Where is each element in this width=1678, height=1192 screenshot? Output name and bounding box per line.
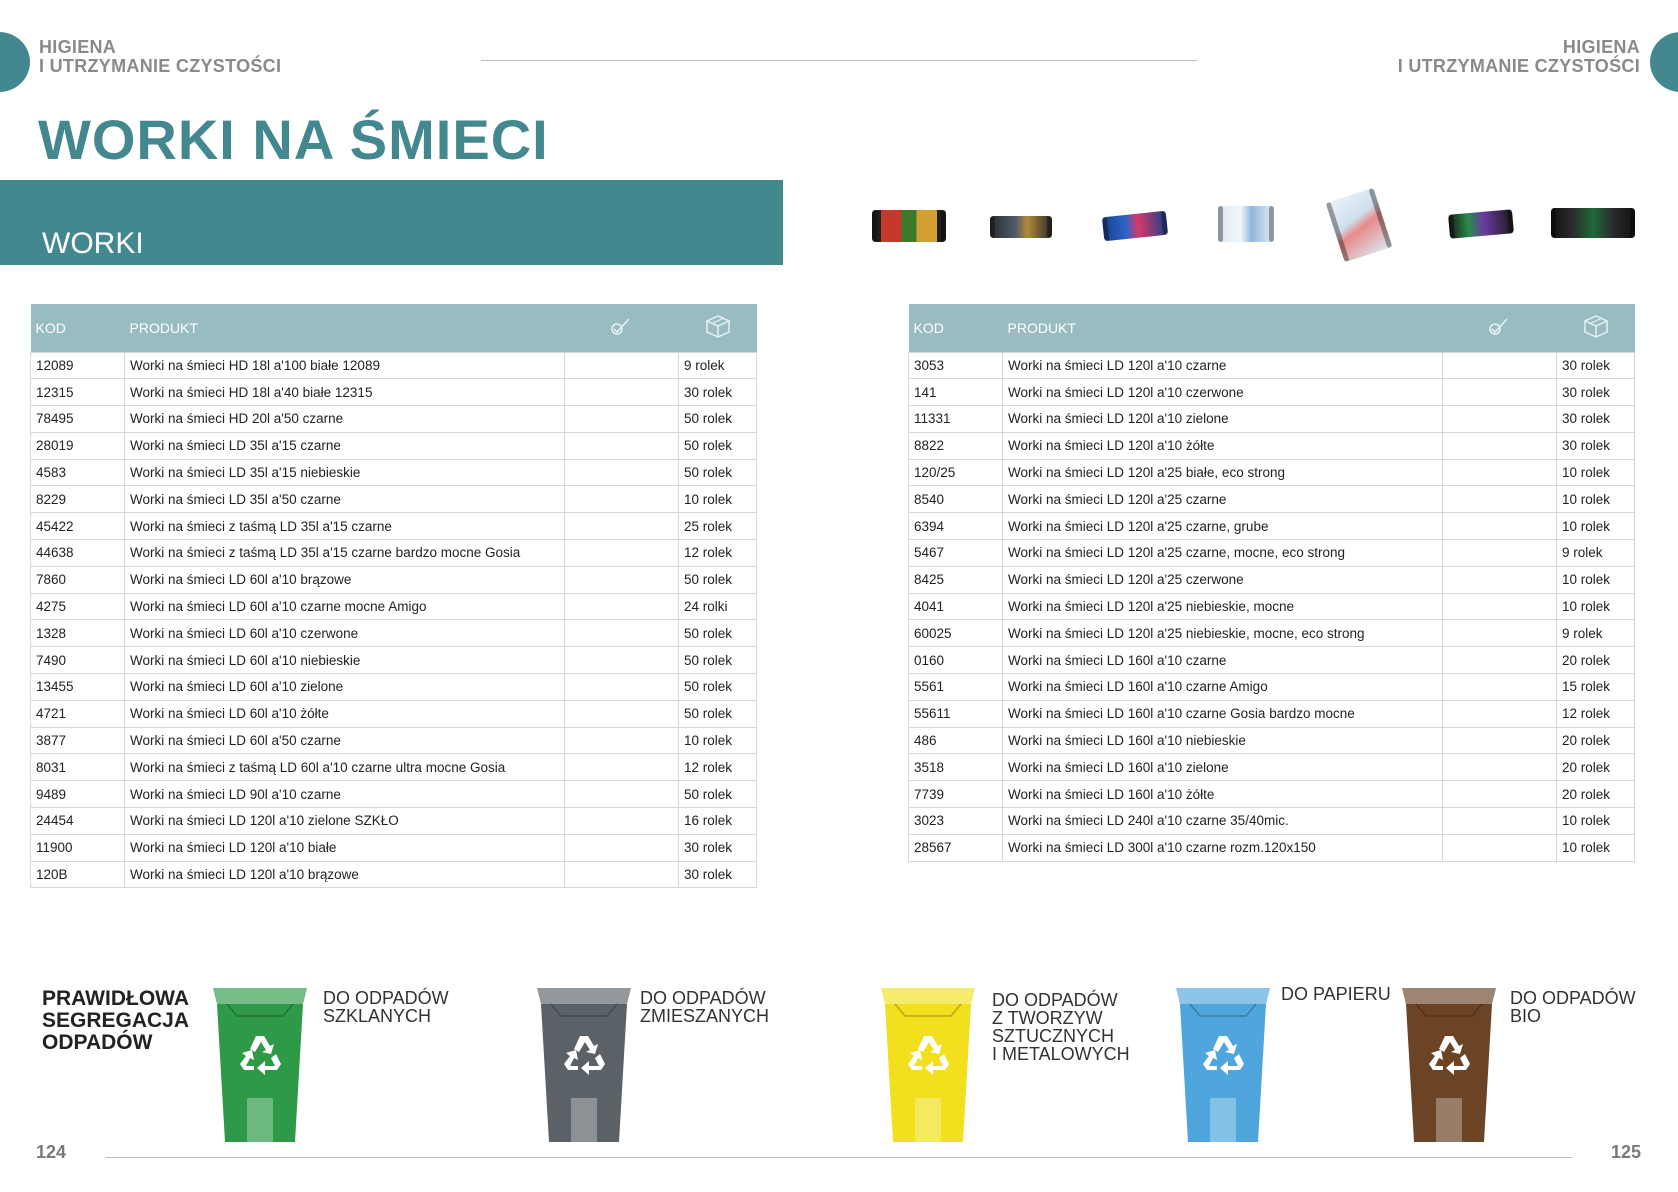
cell-product: Worki na śmieci LD 120l a'25 niebieskie, mocne bbox=[1003, 593, 1443, 620]
table-row bbox=[31, 352, 757, 379]
cell-code: 3877 bbox=[31, 727, 125, 754]
cell-tick bbox=[565, 700, 679, 727]
cell-quantity: 50 rolek bbox=[679, 647, 757, 674]
table-header-row bbox=[31, 304, 757, 352]
table-row bbox=[31, 727, 757, 754]
cell-quantity: 12 rolek bbox=[1557, 700, 1635, 727]
cell-product: Worki na śmieci LD 90l a'10 czarne bbox=[125, 781, 565, 808]
cell-tick bbox=[1443, 379, 1557, 406]
cell-quantity: 20 rolek bbox=[1557, 727, 1635, 754]
cell-code: 6394 bbox=[909, 513, 1003, 540]
cell-tick bbox=[1443, 727, 1557, 754]
cell-code: 8425 bbox=[909, 566, 1003, 593]
cell-quantity: 12 rolek bbox=[679, 540, 757, 567]
cell-quantity: 20 rolek bbox=[1557, 647, 1635, 674]
header-code: KOD bbox=[909, 304, 1003, 352]
recycling-bin-plastic bbox=[877, 986, 979, 1144]
table-row bbox=[909, 513, 1635, 540]
cell-tick bbox=[565, 406, 679, 433]
cell-product: Worki na śmieci LD 160l a'10 czarne Amigo bbox=[1003, 674, 1443, 701]
cell-code: 120B bbox=[31, 861, 125, 888]
cell-tick bbox=[565, 486, 679, 513]
category-line2: I UTRZYMANIE CZYSTOŚCI bbox=[1397, 56, 1640, 76]
cell-code: 5467 bbox=[909, 540, 1003, 567]
cell-code: 5561 bbox=[909, 674, 1003, 701]
product-roll-image bbox=[1551, 208, 1635, 238]
table-row bbox=[31, 674, 757, 701]
product-roll-image bbox=[1326, 188, 1393, 262]
cell-code: 13455 bbox=[31, 674, 125, 701]
product-roll-image bbox=[990, 216, 1052, 238]
cell-product: Worki na śmieci LD 160l a'10 niebieskie bbox=[1003, 727, 1443, 754]
cell-tick bbox=[565, 566, 679, 593]
cell-code: 8031 bbox=[31, 754, 125, 781]
page-number-left: 124 bbox=[36, 1142, 67, 1162]
cell-code: 4721 bbox=[31, 700, 125, 727]
cell-quantity: 10 rolek bbox=[679, 486, 757, 513]
bin-label-glass bbox=[323, 989, 449, 1025]
bin-label-mixed bbox=[640, 989, 769, 1025]
cell-code: 28567 bbox=[909, 834, 1003, 861]
cell-tick bbox=[1443, 674, 1557, 701]
cell-product: Worki na śmieci LD 120l a'10 żółte bbox=[1003, 432, 1443, 459]
table-row bbox=[909, 620, 1635, 647]
cell-quantity: 50 rolek bbox=[679, 459, 757, 486]
cell-product: Worki na śmieci LD 160l a'10 żółte bbox=[1003, 781, 1443, 808]
cell-code: 55611 bbox=[909, 700, 1003, 727]
cell-product: Worki na śmieci LD 120l a'25 czarne, mocne, eco strong bbox=[1003, 540, 1443, 567]
cell-tick bbox=[565, 834, 679, 861]
cell-quantity: 30 rolek bbox=[1557, 406, 1635, 433]
segregation-title-line: ODPADÓW bbox=[42, 1031, 153, 1054]
category-line2: I UTRZYMANIE CZYSTOŚCI bbox=[39, 56, 282, 76]
cell-quantity: 16 rolek bbox=[679, 808, 757, 835]
table-row bbox=[31, 808, 757, 835]
cell-product: Worki na śmieci LD 120l a'10 czarne bbox=[1003, 352, 1443, 379]
cell-tick bbox=[1443, 754, 1557, 781]
table-row bbox=[31, 593, 757, 620]
category-line1: HIGIENA bbox=[39, 37, 117, 57]
left-corner-circle bbox=[0, 32, 30, 92]
cell-quantity: 12 rolek bbox=[679, 754, 757, 781]
cell-product: Worki na śmieci LD 120l a'25 czarne, grube bbox=[1003, 513, 1443, 540]
cell-code: 486 bbox=[909, 727, 1003, 754]
cell-code: 1328 bbox=[31, 620, 125, 647]
recycling-bin-paper bbox=[1172, 986, 1274, 1144]
cell-quantity: 30 rolek bbox=[679, 379, 757, 406]
cell-product: Worki na śmieci LD 120l a'10 czerwone bbox=[1003, 379, 1443, 406]
cell-tick bbox=[565, 754, 679, 781]
table-row bbox=[909, 379, 1635, 406]
table-row bbox=[909, 432, 1635, 459]
cell-product: Worki na śmieci LD 120l a'10 zielone SZKŁO bbox=[125, 808, 565, 835]
cell-tick bbox=[565, 674, 679, 701]
product-table-right bbox=[908, 304, 1635, 862]
cell-tick bbox=[565, 513, 679, 540]
right-corner-circle bbox=[1650, 32, 1678, 92]
box-icon bbox=[1557, 304, 1635, 352]
cell-code: 4041 bbox=[909, 593, 1003, 620]
table-row bbox=[31, 540, 757, 567]
table-row bbox=[31, 647, 757, 674]
cell-tick bbox=[1443, 647, 1557, 674]
cell-code: 141 bbox=[909, 379, 1003, 406]
header-code: KOD bbox=[31, 304, 125, 352]
cell-code: 3023 bbox=[909, 808, 1003, 835]
cell-product: Worki na śmieci LD 120l a'10 białe bbox=[125, 834, 565, 861]
table-row bbox=[31, 566, 757, 593]
cell-quantity: 10 rolek bbox=[1557, 459, 1635, 486]
bin-label-line: I METALOWYCH bbox=[992, 1044, 1130, 1064]
cell-tick bbox=[1443, 513, 1557, 540]
cell-quantity: 50 rolek bbox=[679, 700, 757, 727]
tick-icon bbox=[565, 304, 679, 352]
cell-product: Worki na śmieci LD 120l a'25 czerwone bbox=[1003, 566, 1443, 593]
segregation-title-line: SEGREGACJA bbox=[42, 1009, 190, 1032]
table-row bbox=[909, 674, 1635, 701]
product-roll-image bbox=[1448, 209, 1514, 238]
page-number-right: 125 bbox=[1611, 1142, 1642, 1162]
cell-code: 3053 bbox=[909, 352, 1003, 379]
table-row bbox=[31, 834, 757, 861]
cell-tick bbox=[565, 352, 679, 379]
cell-quantity: 30 rolek bbox=[1557, 432, 1635, 459]
cell-quantity: 30 rolek bbox=[679, 834, 757, 861]
cell-quantity: 10 rolek bbox=[1557, 486, 1635, 513]
cell-code: 60025 bbox=[909, 620, 1003, 647]
cell-product: Worki na śmieci LD 60l a'10 zielone bbox=[125, 674, 565, 701]
cell-tick bbox=[1443, 432, 1557, 459]
table-row bbox=[909, 700, 1635, 727]
cell-tick bbox=[565, 620, 679, 647]
bin-label-line: DO ODPADÓW bbox=[992, 990, 1118, 1010]
cell-tick bbox=[1443, 834, 1557, 861]
cell-product: Worki na śmieci LD 160l a'10 czarne bbox=[1003, 647, 1443, 674]
cell-quantity: 30 rolek bbox=[1557, 352, 1635, 379]
cell-quantity: 30 rolek bbox=[1557, 379, 1635, 406]
cell-product: Worki na śmieci LD 60l a'10 czarne mocne Amigo bbox=[125, 593, 565, 620]
cell-quantity: 9 rolek bbox=[679, 352, 757, 379]
cell-quantity: 20 rolek bbox=[1557, 754, 1635, 781]
header-product: PRODUKT bbox=[125, 304, 565, 352]
cell-quantity: 10 rolek bbox=[679, 727, 757, 754]
bin-label-line: SZKLANYCH bbox=[323, 1006, 432, 1026]
cell-tick bbox=[1443, 566, 1557, 593]
cell-code: 4275 bbox=[31, 593, 125, 620]
cell-code: 4583 bbox=[31, 459, 125, 486]
cell-code: 7490 bbox=[31, 647, 125, 674]
table-row bbox=[909, 406, 1635, 433]
cell-product: Worki na śmieci LD 120l a'25 niebieskie, mocne, eco strong bbox=[1003, 620, 1443, 647]
cell-quantity: 10 rolek bbox=[1557, 513, 1635, 540]
bin-label-line: DO PAPIERU bbox=[1281, 984, 1391, 1004]
cell-code: 8229 bbox=[31, 486, 125, 513]
cell-quantity: 10 rolek bbox=[1557, 566, 1635, 593]
bin-label-line: DO ODPADÓW bbox=[323, 988, 449, 1008]
cell-product: Worki na śmieci LD 60l a'10 czerwone bbox=[125, 620, 565, 647]
page-title: WORKI NA ŚMIECI bbox=[38, 108, 549, 171]
cell-tick bbox=[1443, 486, 1557, 513]
cell-product: Worki na śmieci z taśmą LD 60l a'10 czarne ultra mocne Gosia bbox=[125, 754, 565, 781]
cell-tick bbox=[1443, 620, 1557, 647]
product-roll-image bbox=[1218, 206, 1274, 242]
cell-code: 78495 bbox=[31, 406, 125, 433]
cell-code: 120/25 bbox=[909, 459, 1003, 486]
table-row bbox=[31, 486, 757, 513]
table-row bbox=[909, 647, 1635, 674]
cell-product: Worki na śmieci HD 20l a'50 czarne bbox=[125, 406, 565, 433]
cell-tick bbox=[565, 432, 679, 459]
cell-quantity: 15 rolek bbox=[1557, 674, 1635, 701]
cell-code: 45422 bbox=[31, 513, 125, 540]
cell-product: Worki na śmieci HD 18l a'100 białe 12089 bbox=[125, 352, 565, 379]
table-row bbox=[909, 808, 1635, 835]
table-row bbox=[31, 861, 757, 888]
table-row bbox=[909, 540, 1635, 567]
cell-tick bbox=[1443, 352, 1557, 379]
table-row bbox=[909, 566, 1635, 593]
bin-label-line: SZTUCZNYCH bbox=[992, 1026, 1114, 1046]
cell-product: Worki na śmieci z taśmą LD 35l a'15 czarne bbox=[125, 513, 565, 540]
table-row bbox=[909, 593, 1635, 620]
cell-tick bbox=[1443, 406, 1557, 433]
table-row bbox=[909, 352, 1635, 379]
cell-quantity: 50 rolek bbox=[679, 674, 757, 701]
category-heading-left bbox=[39, 38, 281, 76]
cell-product: Worki na śmieci LD 35l a'50 czarne bbox=[125, 486, 565, 513]
cell-quantity: 50 rolek bbox=[679, 432, 757, 459]
product-table-left bbox=[30, 304, 757, 888]
bin-label-line: DO ODPADÓW bbox=[640, 988, 766, 1008]
table-row bbox=[909, 727, 1635, 754]
table-row bbox=[31, 406, 757, 433]
product-roll-image bbox=[1102, 211, 1168, 242]
recycling-bin-bio bbox=[1398, 986, 1500, 1144]
cell-code: 12315 bbox=[31, 379, 125, 406]
cell-quantity: 50 rolek bbox=[679, 566, 757, 593]
bin-label-plastic bbox=[992, 991, 1130, 1063]
cell-product: Worki na śmieci LD 160l a'10 zielone bbox=[1003, 754, 1443, 781]
table-row bbox=[31, 781, 757, 808]
header-product: PRODUKT bbox=[1003, 304, 1443, 352]
table-row bbox=[31, 513, 757, 540]
cell-product: Worki na śmieci z taśmą LD 35l a'15 czarne bardzo mocne Gosia bbox=[125, 540, 565, 567]
cell-product: Worki na śmieci LD 120l a'25 czarne bbox=[1003, 486, 1443, 513]
table-row bbox=[909, 486, 1635, 513]
segregation-title bbox=[42, 988, 189, 1054]
table-row bbox=[31, 754, 757, 781]
product-roll-image bbox=[872, 210, 946, 242]
cell-code: 7860 bbox=[31, 566, 125, 593]
cell-tick bbox=[1443, 700, 1557, 727]
table-row bbox=[909, 781, 1635, 808]
cell-product: Worki na śmieci LD 60l a'10 brązowe bbox=[125, 566, 565, 593]
recycling-bin-mixed bbox=[533, 986, 635, 1144]
section-title: WORKI bbox=[42, 227, 144, 260]
cell-tick bbox=[1443, 808, 1557, 835]
table-row bbox=[31, 379, 757, 406]
cell-tick bbox=[565, 781, 679, 808]
cell-code: 9489 bbox=[31, 781, 125, 808]
cell-code: 44638 bbox=[31, 540, 125, 567]
cell-tick bbox=[565, 379, 679, 406]
cell-quantity: 10 rolek bbox=[1557, 808, 1635, 835]
cell-tick bbox=[565, 459, 679, 486]
category-heading-right bbox=[1398, 38, 1640, 76]
cell-product: Worki na śmieci LD 300l a'10 czarne rozm.120x150 bbox=[1003, 834, 1443, 861]
category-line1: HIGIENA bbox=[1562, 37, 1640, 57]
bin-label-line: ZMIESZANYCH bbox=[640, 1006, 770, 1026]
segregation-title-line: PRAWIDŁOWA bbox=[42, 987, 189, 1010]
cell-code: 11331 bbox=[909, 406, 1003, 433]
cell-tick bbox=[565, 647, 679, 674]
cell-tick bbox=[565, 808, 679, 835]
cell-product: Worki na śmieci LD 60l a'10 niebieskie bbox=[125, 647, 565, 674]
section-band bbox=[0, 180, 783, 265]
cell-tick bbox=[1443, 540, 1557, 567]
cell-quantity: 10 rolek bbox=[1557, 834, 1635, 861]
cell-product: Worki na śmieci LD 160l a'10 czarne Gosia bardzo mocne bbox=[1003, 700, 1443, 727]
cell-code: 12089 bbox=[31, 352, 125, 379]
recycling-bin-glass bbox=[209, 986, 311, 1144]
bin-label-paper bbox=[1281, 985, 1391, 1003]
box-icon bbox=[679, 304, 757, 352]
cell-quantity: 24 rolki bbox=[679, 593, 757, 620]
cell-code: 8822 bbox=[909, 432, 1003, 459]
cell-quantity: 50 rolek bbox=[679, 620, 757, 647]
cell-product: Worki na śmieci LD 60l a'50 czarne bbox=[125, 727, 565, 754]
cell-code: 24454 bbox=[31, 808, 125, 835]
cell-tick bbox=[565, 540, 679, 567]
cell-product: Worki na śmieci LD 35l a'15 czarne bbox=[125, 432, 565, 459]
cell-code: 28019 bbox=[31, 432, 125, 459]
cell-tick bbox=[565, 861, 679, 888]
bin-label-line: Z TWORZYW bbox=[992, 1008, 1103, 1028]
cell-quantity: 9 rolek bbox=[1557, 620, 1635, 647]
cell-tick bbox=[565, 593, 679, 620]
cell-product: Worki na śmieci LD 240l a'10 czarne 35/40mic. bbox=[1003, 808, 1443, 835]
cell-quantity: 20 rolek bbox=[1557, 781, 1635, 808]
header-divider bbox=[481, 60, 1197, 61]
cell-quantity: 10 rolek bbox=[1557, 593, 1635, 620]
cell-tick bbox=[1443, 593, 1557, 620]
bin-label-line: DO ODPADÓW bbox=[1510, 988, 1636, 1008]
table-row bbox=[909, 754, 1635, 781]
cell-product: Worki na śmieci LD 120l a'10 brązowe bbox=[125, 861, 565, 888]
cell-tick bbox=[565, 727, 679, 754]
table-row bbox=[31, 459, 757, 486]
table-row bbox=[31, 700, 757, 727]
tick-icon bbox=[1443, 304, 1557, 352]
cell-code: 8540 bbox=[909, 486, 1003, 513]
cell-quantity: 50 rolek bbox=[679, 781, 757, 808]
bin-label-line: BIO bbox=[1510, 1006, 1542, 1026]
cell-product: Worki na śmieci HD 18l a'40 białe 12315 bbox=[125, 379, 565, 406]
cell-tick bbox=[1443, 781, 1557, 808]
cell-code: 11900 bbox=[31, 834, 125, 861]
cell-quantity: 50 rolek bbox=[679, 406, 757, 433]
bin-label-bio bbox=[1510, 989, 1636, 1025]
cell-quantity: 25 rolek bbox=[679, 513, 757, 540]
table-row bbox=[31, 620, 757, 647]
cell-quantity: 9 rolek bbox=[1557, 540, 1635, 567]
cell-quantity: 30 rolek bbox=[679, 861, 757, 888]
cell-tick bbox=[1443, 459, 1557, 486]
table-header-row bbox=[909, 304, 1635, 352]
cell-code: 0160 bbox=[909, 647, 1003, 674]
cell-product: Worki na śmieci LD 120l a'10 zielone bbox=[1003, 406, 1443, 433]
table-row bbox=[909, 834, 1635, 861]
cell-product: Worki na śmieci LD 120l a'25 białe, eco strong bbox=[1003, 459, 1443, 486]
footer-divider bbox=[106, 1157, 1572, 1158]
cell-code: 3518 bbox=[909, 754, 1003, 781]
table-row bbox=[31, 432, 757, 459]
cell-product: Worki na śmieci LD 35l a'15 niebieskie bbox=[125, 459, 565, 486]
cell-product: Worki na śmieci LD 60l a'10 żółte bbox=[125, 700, 565, 727]
table-row bbox=[909, 459, 1635, 486]
cell-code: 7739 bbox=[909, 781, 1003, 808]
